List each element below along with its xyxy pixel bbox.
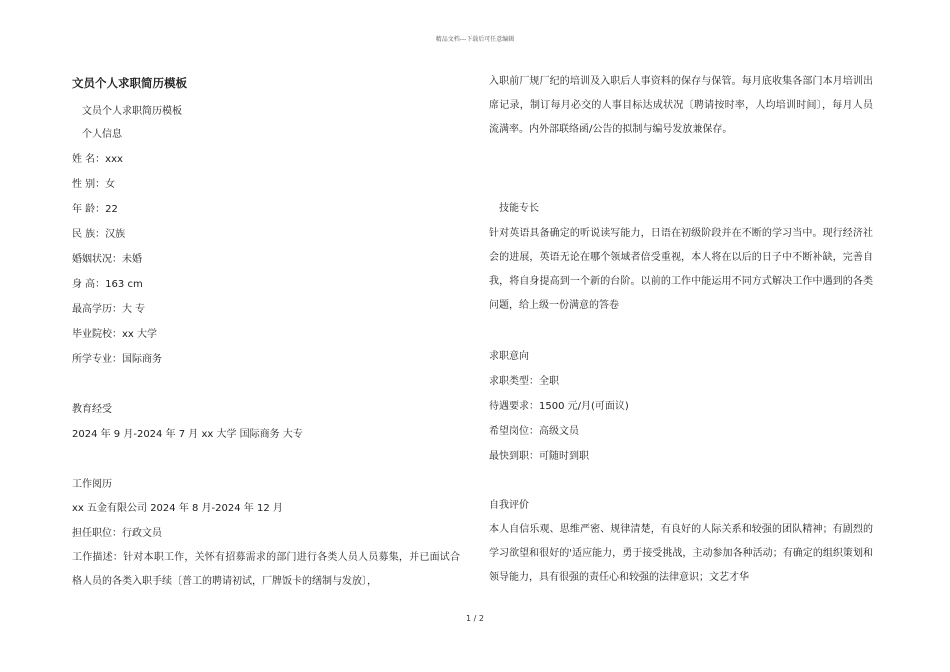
section-heading-education: 教育经受 — [72, 404, 112, 415]
section-heading-self: 自我评价 — [489, 500, 529, 511]
page-number: 1 / 2 — [466, 614, 484, 623]
education-entry: 2024 年 9 月-2024 年 7 月 xx 大学 国际商务 大专 — [72, 429, 303, 440]
document-subtitle: 文员个人求职简历模板 — [82, 106, 182, 117]
field-name: 姓 名：xxx — [72, 154, 123, 165]
section-heading-intent: 求职意向 — [489, 351, 529, 362]
intent-position: 希望岗位：高级文员 — [489, 426, 579, 437]
document-title: 文员个人求职简历模板 — [72, 76, 187, 90]
field-ethnicity: 民 族：汉族 — [72, 229, 126, 240]
work-description-continued: 入职前厂规厂纪的培训及入职后人事资料的保存与保管。每月底收集各部门本月培训出席记录，制订每月必交的人事目标达成状况〔聘请按时率，人均培训时间〕，每月人员流满率。内外部联络函/公告的拟制与编号发放兼保存。 — [489, 76, 873, 135]
field-marital: 婚姻状况：未婚 — [72, 254, 142, 265]
intent-type: 求职类型：全职 — [489, 376, 559, 387]
skills-text: 针对英语具备确定的听说读写能力，日语在初级阶段并在不断的学习当中。现行经济社会的进展，英语无论在哪个领域者倍受重视，本人将在以后的日子中不断补缺，完善自我，将自身提高到一个新的台阶。以前的工作中能运用不同方式解决工作中遇到的各类问题，给上级一份满意的答卷 — [489, 228, 873, 311]
field-education: 最高学历：大 专 — [72, 304, 146, 315]
work-company: xx 五金有限公司 2024 年 8 月-2024 年 12 月 — [72, 503, 283, 514]
work-description: 工作描述：针对本职工作，关怀有招募需求的部门进行各类人员人员募集，并已面试合格人员的各类入职手续〔普工的聘请初试，厂牌饭卡的缮制与发放〕， — [72, 552, 460, 587]
section-heading-skills: 技能专长 — [499, 203, 539, 214]
field-school: 毕业院校：xx 大学 — [72, 329, 158, 340]
section-heading-work: 工作阅历 — [72, 479, 112, 490]
section-heading-personal: 个人信息 — [82, 129, 122, 140]
intent-salary: 待遇要求：1500 元/月(可面议) — [489, 401, 629, 412]
field-height: 身 高：163 cm — [72, 279, 143, 290]
page-header: 精品文档---下载后可任意编辑 — [435, 36, 515, 43]
self-evaluation-text: 本人自信乐观、思维严密、规律清楚，有良好的人际关系和较强的团队精神；有剧烈的学习欲望和很好的'适应能力，勇于接受挑战，主动参加各种活动；有确定的组织策划和领导能力，具有很强的责任心和较强的法律意识；文艺才华 — [489, 524, 873, 583]
field-major: 所学专业：国际商务 — [72, 354, 162, 365]
work-position: 担任职位：行政文员 — [72, 528, 162, 539]
field-gender: 性 别：女 — [72, 179, 116, 190]
field-age: 年 龄：22 — [72, 204, 118, 215]
intent-start: 最快到职：可随时到职 — [489, 451, 589, 462]
